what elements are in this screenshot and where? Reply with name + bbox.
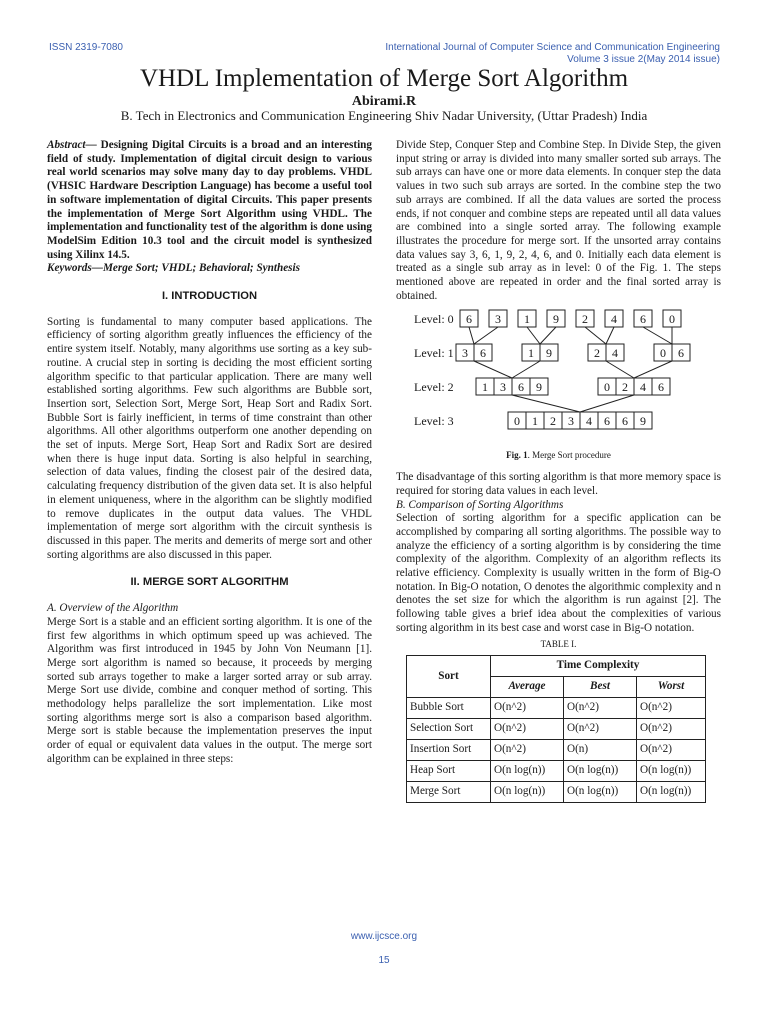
diagram-value: 6 bbox=[466, 312, 472, 327]
table-cell: O(n log(n)) bbox=[564, 782, 637, 803]
table-cell: Merge Sort bbox=[407, 782, 491, 803]
table-cell: O(n log(n)) bbox=[564, 761, 637, 782]
diagram-connector bbox=[469, 327, 474, 344]
diagram-value: 2 bbox=[582, 312, 588, 327]
subsection-comparison: B. Comparison of Sorting Algorithms bbox=[396, 498, 564, 511]
table-cell: O(n log(n)) bbox=[491, 761, 564, 782]
diagram-connector bbox=[580, 395, 634, 412]
table-cell: O(n^2) bbox=[564, 698, 637, 719]
diagram-value: 4 bbox=[586, 414, 592, 429]
diagram-connector bbox=[634, 361, 672, 378]
diagram-value: 0 bbox=[669, 312, 675, 327]
diagram-value: 4 bbox=[612, 346, 618, 361]
table-header-worst: Worst bbox=[637, 677, 706, 698]
table-cell: O(n^2) bbox=[491, 740, 564, 761]
diagram-connector bbox=[474, 327, 498, 344]
disadvantage-text: The disadvantage of this sorting algorithm is that more memory space is required for storing data values in each level. bbox=[396, 471, 721, 497]
figure-label: Fig. 1 bbox=[506, 450, 528, 461]
issn: ISSN 2319-7080 bbox=[49, 42, 123, 53]
table-cell: O(n^2) bbox=[491, 698, 564, 719]
table-cell: O(n log(n)) bbox=[491, 782, 564, 803]
overview-text: Merge Sort is a stable and an efficient sorting algorithm. It is one of the first few algorithms in which optimum speed up was achieved. The Algorithm was first introduced in 1945 by John Von Neumann [1]. Merge sort algorithm is named so because, it proceeds by merging sorted sub arrays together to make a larger sorted array or sub array. Merge Sort use divide, combine and conquer method of sorting. This methodology helps parallelize the sort implementation. Like most sorting algorithms merge sort is also a comparison based algorithm. Merge sort is stable because the implementation preserves the input order of equal or equivalent data values in the output. The merge sort algorithm can be explained in three steps: bbox=[47, 615, 372, 765]
table-cell: O(n^2) bbox=[491, 719, 564, 740]
diagram-value: 3 bbox=[568, 414, 574, 429]
right-column bbox=[396, 139, 721, 803]
diagram-value: 9 bbox=[536, 380, 542, 395]
diagram-connector bbox=[540, 327, 556, 344]
diagram-value: 0 bbox=[604, 380, 610, 395]
diagram-value: 3 bbox=[462, 346, 468, 361]
table-header-row bbox=[407, 656, 706, 677]
section-heading-introduction: I. INTRODUCTION bbox=[161, 290, 258, 303]
diagram-connector bbox=[606, 361, 634, 378]
abstract-text: — Designing Digital Circuits is a broad and an interesting field of study. Implementation of digital circuit design to various real world scenarios may solve many day to day problems. VHDL (VHSIC Hardware Description Language) has become a useful tool in software implementation of digital Circuits. This paper presents the implementation of Merge Sort Algorithm using VHDL. The implementation and functionality test of the algorithm is done using ModelSim Edition 10.3 tool and the circuit model is synthesized using Xilinx 14.5. bbox=[47, 139, 372, 261]
diagram-connector bbox=[527, 327, 540, 344]
complexity-table bbox=[406, 655, 706, 803]
table-cell: Bubble Sort bbox=[407, 698, 491, 719]
merge-sort-diagram bbox=[396, 307, 721, 445]
diagram-value: 9 bbox=[553, 312, 559, 327]
diagram-value: 6 bbox=[604, 414, 610, 429]
diagram-value: 0 bbox=[514, 414, 520, 429]
author: Abirami.R bbox=[351, 94, 417, 109]
table-cell: O(n^2) bbox=[637, 719, 706, 740]
diagram-value: 2 bbox=[550, 414, 556, 429]
table-cell: Selection Sort bbox=[407, 719, 491, 740]
page-number: 15 bbox=[378, 955, 390, 966]
diagram-connector bbox=[512, 361, 540, 378]
diagram-value: 1 bbox=[528, 346, 534, 361]
introduction-text: Sorting is fundamental to many computer based applications. The efficiency of sorting algorithm greatly influences the efficiency of the entire system itself. Notably, many algorithms use sorting as a key sub-routine. A crucial step in sorting is deciding the most efficient sorting algorithm specific to that particular application. There are many well established sorting algorithms. Few such algorithms are Bubble sort, Insertion sort, Selection Sort, Merge Sort, Heap Sort and Radix Sort. Bubble Sort is fairly inefficient, in terms of time constraint than other algorithms. All other algorithms outperform one another depending on the set of inputs. Merge Sort, Heap Sort and Radix Sort are desired when there is huge input data. Sorting is also helpful in searching, selection of data values, finding the closest pair of the desired data, calculating frequency distribution of the given data set. It is also helpful in element uniqueness, where in the algorithm can be slightly modified to remove duplicates in the output data values. The VHDL implementation of merge sort algorithm with the circuit synthesis is discussed in this paper. The merits and demerits of merge sort and other sorting algorithms are also discussed in this paper. bbox=[47, 315, 372, 561]
table-row bbox=[407, 761, 706, 782]
figure-caption bbox=[396, 449, 721, 463]
diagram-value: 6 bbox=[622, 414, 628, 429]
diagram-value: 0 bbox=[660, 346, 666, 361]
table-cell: O(n) bbox=[564, 740, 637, 761]
diagram-value: 3 bbox=[500, 380, 506, 395]
table-cell: Insertion Sort bbox=[407, 740, 491, 761]
comparison-text: Selection of sorting algorithm for a specific application can be accomplished by comparing all sorting algorithms. The possible way to analyze the efficiency of a sorting algorithm is by considering the time complexity of the algorithm. Complexity of an algorithm reflects its relative efficiency. Complexity is usually written in the form of Big-O notation. In Big-O notation, O denotes the algorithmic complexity and n denotes the set size for which the algorithm is run against [2]. The following table gives a brief idea about the complexities of various sorting algorithm in its best case and worst case in Big-O notation. bbox=[396, 512, 721, 634]
table-header-sort: Sort bbox=[407, 656, 491, 698]
diagram-value: 9 bbox=[640, 414, 646, 429]
diagram-value: 6 bbox=[640, 312, 646, 327]
affiliation: B. Tech in Electronics and Communication Engineering Shiv Nadar University, (Uttar Pradesh) India bbox=[120, 108, 648, 123]
table-cell: O(n log(n)) bbox=[637, 761, 706, 782]
merge-sort-diagram-svg bbox=[396, 307, 721, 445]
diagram-value: 2 bbox=[622, 380, 628, 395]
diagram-connector bbox=[512, 395, 580, 412]
abstract-label: Abstract bbox=[47, 139, 86, 151]
diagram-value: 6 bbox=[518, 380, 524, 395]
diagram-level-label: Level: 1 bbox=[414, 346, 454, 361]
diagram-value: 2 bbox=[594, 346, 600, 361]
section-heading-merge-sort: II. MERGE SORT ALGORITHM bbox=[130, 576, 289, 589]
table-cell: O(n^2) bbox=[637, 740, 706, 761]
diagram-value: 3 bbox=[495, 312, 501, 327]
abstract bbox=[47, 139, 372, 262]
table-cell: O(n^2) bbox=[637, 698, 706, 719]
table-cell: O(n^2) bbox=[564, 719, 637, 740]
steps-text: Divide Step, Conquer Step and Combine Step. In Divide Step, the given input string or array is divided into many smaller sorted sub arrays. The sub arrays can have one or more data elements. In conquer step the data values in two such sub arrays are sorted. In the combine step the two sub arrays are combined. If all the data values are sorted the process ends, if not conquer and combine steps are repeated until all data values are combined into a single sorted array. The following example illustrates the procedure for merge sort. If the unsorted array contains data values say 3, 6, 1, 9, 2, 4, 6, and 0. Initially each data element is treated as a single sub array as in level: 0 of the Fig. 1. The steps mentioned above are repeated in order and the final sorted array is obtained. bbox=[396, 139, 721, 302]
diagram-value: 9 bbox=[546, 346, 552, 361]
journal-name: International Journal of Computer Science and Communication Engineering bbox=[385, 42, 720, 53]
table-caption: TABLE I. bbox=[540, 638, 577, 649]
diagram-value: 6 bbox=[480, 346, 486, 361]
diagram-connector bbox=[585, 327, 606, 344]
table-row bbox=[407, 698, 706, 719]
table-row bbox=[407, 719, 706, 740]
table-header-average: Average bbox=[491, 677, 564, 698]
diagram-value: 4 bbox=[611, 312, 617, 327]
footer-url: www.ijcsce.org bbox=[350, 931, 418, 942]
table-header-best: Best bbox=[564, 677, 637, 698]
diagram-value: 1 bbox=[532, 414, 538, 429]
diagram-level-label: Level: 2 bbox=[414, 380, 454, 395]
keywords: Keywords—Merge Sort; VHDL; Behavioral; Synthesis bbox=[47, 262, 300, 275]
diagram-connector bbox=[643, 327, 672, 344]
diagram-value: 1 bbox=[524, 312, 530, 327]
diagram-value: 1 bbox=[482, 380, 488, 395]
diagram-level-label: Level: 0 bbox=[414, 312, 454, 327]
left-column bbox=[47, 139, 372, 767]
table-cell: O(n log(n)) bbox=[637, 782, 706, 803]
diagram-value: 6 bbox=[678, 346, 684, 361]
table-row bbox=[407, 740, 706, 761]
table-cell: Heap Sort bbox=[407, 761, 491, 782]
table-header-time: Time Complexity bbox=[491, 656, 706, 677]
journal-header bbox=[300, 42, 720, 66]
diagram-level-label: Level: 3 bbox=[414, 414, 454, 429]
paper-title: VHDL Implementation of Merge Sort Algorithm bbox=[139, 65, 629, 92]
subsection-overview: A. Overview of the Algorithm bbox=[47, 602, 179, 615]
figure-caption-text: . Merge Sort procedure bbox=[527, 450, 611, 461]
diagram-connector bbox=[474, 361, 512, 378]
table-row bbox=[407, 782, 706, 803]
journal-volume: Volume 3 issue 2(May 2014 issue) bbox=[567, 54, 720, 65]
diagram-connector bbox=[606, 327, 614, 344]
diagram-value: 6 bbox=[658, 380, 664, 395]
diagram-value: 4 bbox=[640, 380, 646, 395]
